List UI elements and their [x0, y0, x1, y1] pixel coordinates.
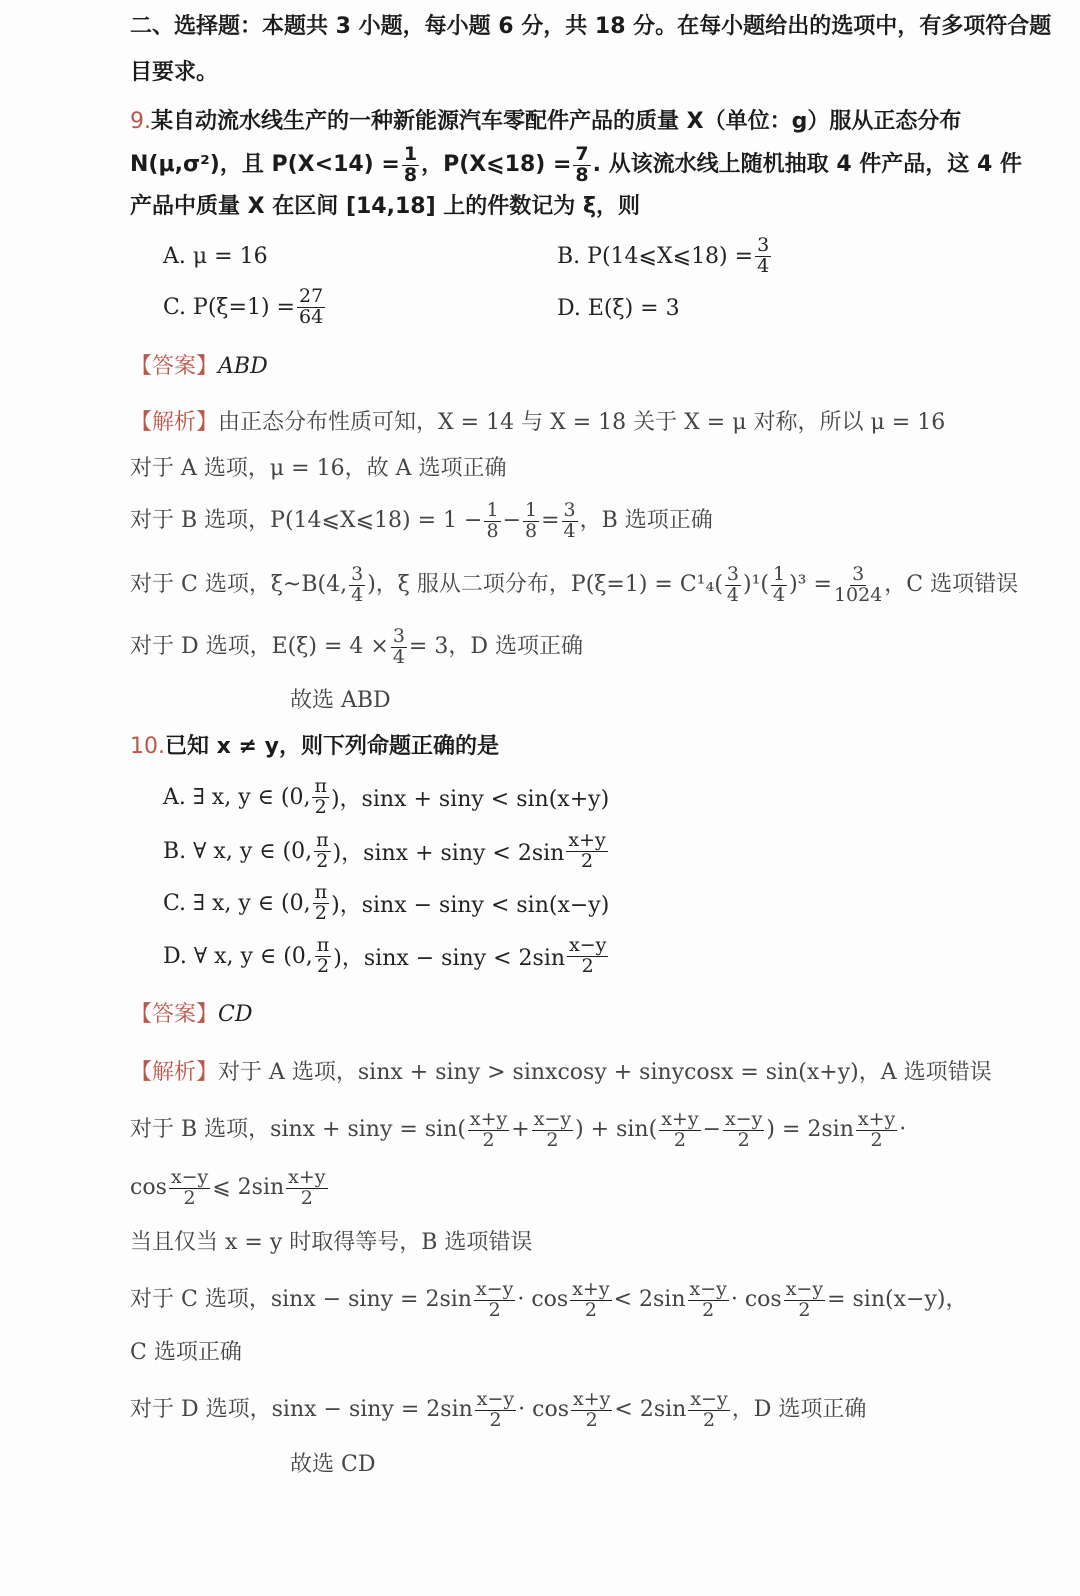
q10-option-b: B. ∀ x, y ∈ (0, π 2 )，sinx + siny < 2sin x+y 2: [163, 828, 606, 872]
analysis-tag: 【解析】: [130, 1060, 219, 1085]
q9-stem-line2: N(μ,σ²)，且 P(X<14) = $\frac{1}{8}$ ，P(X⩽18) = $\frac{7}{8}$ . 从该流水线上随机抽取 4 件产品，这 4 件: [130, 142, 1022, 186]
q10-analysis-line4: 当且仅当 x = y 时取得等号，B 选项错误: [130, 1230, 533, 1255]
q10-option-c: C. ∃ x, y ∈ (0, π 2 )，sinx − siny < sin(x−y): [163, 880, 610, 924]
q10-answer: [130, 1004, 253, 1026]
q10-number: 10.: [130, 734, 165, 759]
q10-analysis-line2: 对于 B 选项，sinx + siny = sin( x+y 2 + $\frac{x-y}{2}$ ) + sin( x+y 2 − $\frac{x-y}{2}$ ) = 2sin x+y 2 ·: [130, 1107, 907, 1151]
q9-stem-line3: 产品中质量 X 在区间 [14,18] 上的件数记为 ξ，则: [130, 194, 640, 219]
q10-analysis-line7: 对于 D 选项，sinx − siny = 2sin x−y 2 · cos x+y 2 < 2sin x−y 2 ，D 选项正确: [130, 1387, 867, 1431]
q10-stem: 10.已知 x ≠ y，则下列命题正确的是: [130, 734, 499, 759]
analysis-tag: 【解析】: [130, 410, 219, 435]
q9-option-c: C. P(ξ=1) = $\frac{27}{64}$: [163, 284, 324, 328]
q9-analysis-line5: 对于 D 选项，E(ξ) = 4 × $\frac{3}{4}$ = 3，D 选项正确: [130, 624, 583, 668]
q9-analysis-line4: 对于 C 选项，ξ~B(4, 3 4 )，ξ 服从二项分布，P(ξ=1) = C¹₄( 3 4 )¹( 1 4 )³ = $\frac{3}{1024}$ ，C 选项错误: [130, 562, 1019, 606]
q10-conclusion: 故选 CD: [290, 1452, 376, 1477]
q9-conclusion: 故选 ABD: [290, 688, 391, 713]
q9-analysis-line2: 对于 A 选项，μ = 16，故 A 选项正确: [130, 456, 507, 481]
q10-option-d: D. ∀ x, y ∈ (0, π 2 )，sinx − siny < 2sin x−y 2: [163, 933, 607, 977]
q9-answer: [130, 356, 268, 378]
q9-stem-line1: 9.某自动流水线生产的一种新能源汽车零配件产品的质量 X（单位：g）服从正态分布: [130, 109, 962, 134]
q10-analysis-line6: C 选项正确: [130, 1340, 242, 1365]
answer-tag: 【答案】: [130, 1002, 219, 1027]
q9-option-b: B. P(14⩽X⩽18) = $\frac{3}{4}$: [557, 233, 770, 277]
fraction: $\frac{27}{64}$: [298, 284, 324, 328]
fraction: $\frac{7}{8}$: [575, 142, 589, 186]
fraction: $\frac{1}{8}$: [403, 142, 418, 186]
q10-option-a: A. ∃ x, y ∈ (0, π 2 )，sinx + siny < sin(x+y): [163, 774, 610, 818]
q9-analysis-line1: 【解析】由正态分布性质可知，X = 14 与 X = 18 关于 X = μ 对称，所以 μ = 16: [130, 410, 946, 435]
q10-analysis-line3: cos x−y 2 ⩽ 2sin x+y 2: [130, 1165, 326, 1209]
answer-value: ABD: [218, 354, 268, 379]
section-header-line1: 二、选择题：本题共 3 小题，每小题 6 分，共 18 分。在每小题给出的选项中，有多项符合题: [130, 14, 1052, 39]
answer-tag: 【答案】: [130, 354, 219, 379]
fraction: $\frac{3}{4}$: [757, 233, 770, 277]
section-header-line2: 目要求。: [130, 60, 219, 85]
q10-analysis-line1: 【解析】对于 A 选项，sinx + siny > sinxcosy + sinycosx = sin(x+y)，A 选项错误: [130, 1060, 992, 1085]
q9-option-a: A. μ = 16: [163, 244, 268, 269]
q9-number: 9.: [130, 109, 151, 134]
q9-analysis-line3: 对于 B 选项，P(14⩽X⩽18) = 1 − $\frac{1}{8}$ − $\frac{1}{8}$ = $\frac{3}{4}$ ，B 选项正确: [130, 498, 713, 542]
q10-analysis-line5: 对于 C 选项，sinx − siny = 2sin x−y 2 · cos x+y 2 < 2sin x−y 2 · cos $\frac{x-y}{2}$ = sin(x−y)，: [130, 1277, 968, 1321]
answer-value: CD: [218, 1002, 253, 1027]
q9-option-d: D. E(ξ) = 3: [557, 296, 680, 321]
